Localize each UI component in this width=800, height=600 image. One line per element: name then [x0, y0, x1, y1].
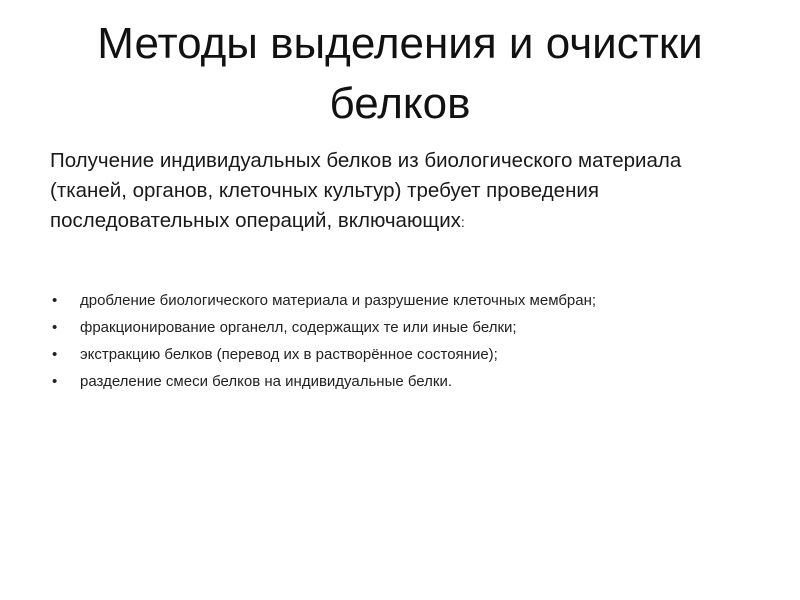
- bullet-item: [50, 290, 710, 312]
- bullet-icon: •: [52, 346, 58, 363]
- intro-text: Получение индивидуальных белков из биологического материала (тканей, органов, клеточных культур) требует проведения последовательных операций, включающих: [50, 149, 682, 232]
- bullet-text: экстракцию белков (перевод их в растворённое состояние);: [80, 346, 498, 363]
- bullet-item: [50, 317, 710, 339]
- slide-title: Методы выделения и очистки белков: [97, 19, 703, 128]
- bullet-text: разделение смеси белков на индивидуальные белки.: [80, 373, 452, 390]
- bullet-item: [50, 344, 710, 366]
- bullet-icon: •: [52, 373, 58, 390]
- bullet-text: дробление биологического материала и разрушение клеточных мембран;: [80, 292, 597, 309]
- intro-colon: :: [460, 214, 465, 230]
- bullet-icon: •: [52, 292, 58, 309]
- bullet-icon: •: [52, 319, 58, 336]
- bullet-list: [50, 290, 710, 398]
- intro-paragraph: [50, 146, 750, 237]
- bullet-text: фракционирование органелл, содержащих те или иные белки;: [80, 319, 517, 336]
- bullet-item: [50, 371, 710, 393]
